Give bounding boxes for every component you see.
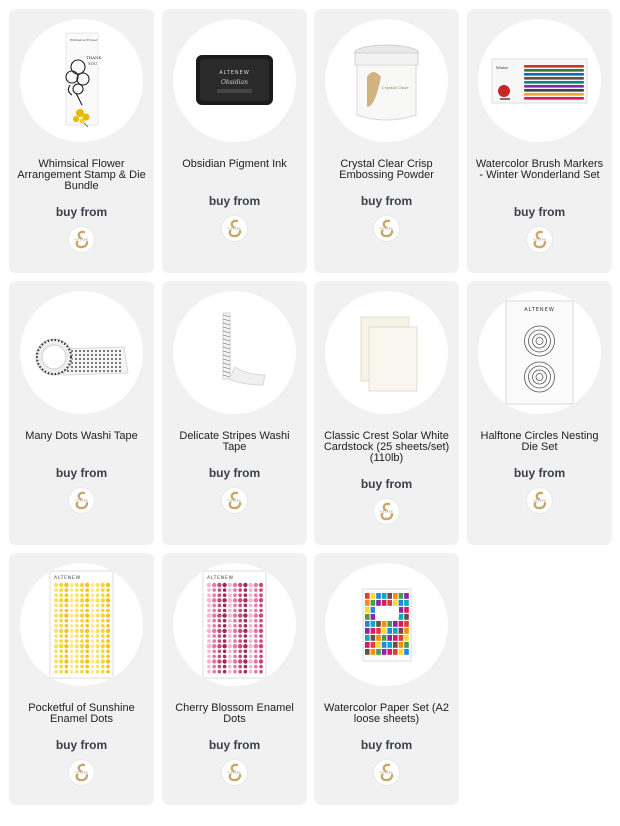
product-card[interactable] (162, 553, 307, 805)
retailer-logo-button[interactable] (68, 487, 95, 514)
buy-from-label: buy from (360, 477, 413, 491)
buy-from-label: buy from (208, 194, 261, 208)
product-thumbnail[interactable] (478, 19, 601, 142)
product-card[interactable] (467, 281, 612, 545)
flower-stamp-sheet-image (20, 19, 143, 142)
product-card[interactable] (314, 553, 459, 805)
buy-from-label: buy from (55, 466, 108, 480)
product-thumbnail[interactable] (173, 19, 296, 142)
product-thumbnail[interactable] (325, 291, 448, 414)
pink-enamel-dots-image (173, 563, 296, 686)
buy-from-label: buy from (513, 466, 566, 480)
retailer-logo-button[interactable] (68, 759, 95, 786)
svg-text:ALTENEW: ALTENEW (524, 307, 555, 313)
buy-from-label: buy from (360, 194, 413, 208)
black-ink-pad-image (173, 19, 296, 142)
svg-text:ALTENEW: ALTENEW (379, 227, 394, 231)
product-card[interactable] (9, 9, 154, 273)
circles-die-set-image (478, 291, 601, 414)
retailer-logo-button[interactable] (221, 215, 248, 242)
watercolor-paper-set-image (325, 563, 448, 686)
buy-from-label: buy from (55, 205, 108, 219)
product-thumbnail[interactable] (325, 19, 448, 142)
product-title[interactable]: Watercolor Brush Markers - Winter Wonderland Set (475, 158, 604, 181)
product-title[interactable]: Crystal Clear Crisp Embossing Powder (339, 158, 434, 181)
brush-markers-set-image (478, 19, 601, 142)
svg-text:Whimsical Flower: Whimsical Flower (70, 38, 98, 42)
altenew-ampersand-logo-icon (374, 499, 399, 524)
svg-text:ALTENEW: ALTENEW (379, 771, 394, 775)
altenew-ampersand-logo-icon (69, 227, 94, 252)
svg-text:Winter: Winter (496, 66, 509, 70)
svg-text:ALTENEW: ALTENEW (532, 499, 547, 503)
product-thumbnail[interactable] (20, 19, 143, 142)
retailer-logo-button[interactable] (221, 759, 248, 786)
svg-text:ALTENEW: ALTENEW (219, 70, 250, 76)
embossing-powder-jar-image (325, 19, 448, 142)
product-title[interactable]: Classic Crest Solar White Cardstock (25 sheets/set) (110lb) (323, 430, 450, 464)
svg-text:Crystal Clear: Crystal Clear (381, 85, 409, 90)
retailer-logo-button[interactable] (373, 215, 400, 242)
product-card[interactable] (314, 9, 459, 273)
svg-text:ALTENEW: ALTENEW (227, 227, 242, 231)
retailer-logo-button[interactable] (526, 487, 553, 514)
white-cardstock-image (325, 291, 448, 414)
svg-text:Obsidian: Obsidian (221, 79, 248, 86)
altenew-ampersand-logo-icon (222, 216, 247, 241)
product-thumbnail[interactable] (20, 291, 143, 414)
product-card[interactable] (9, 553, 154, 805)
stripes-washi-tape-image (173, 291, 296, 414)
altenew-ampersand-logo-icon (222, 488, 247, 513)
product-card[interactable] (314, 281, 459, 545)
altenew-ampersand-logo-icon (69, 488, 94, 513)
svg-text:ALTENEW: ALTENEW (54, 576, 81, 581)
svg-text:ALTENEW: ALTENEW (74, 771, 89, 775)
product-card[interactable] (162, 9, 307, 273)
retailer-logo-button[interactable] (221, 487, 248, 514)
yellow-enamel-dots-image (20, 563, 143, 686)
altenew-ampersand-logo-icon (69, 760, 94, 785)
retailer-logo-button[interactable] (373, 759, 400, 786)
product-title[interactable]: Delicate Stripes Washi Tape (179, 430, 290, 453)
retailer-logo-button[interactable] (526, 226, 553, 253)
altenew-ampersand-logo-icon (374, 216, 399, 241)
product-title[interactable]: Many Dots Washi Tape (25, 430, 138, 442)
product-title[interactable]: Whimsical Flower Arrangement Stamp & Die Bundle (17, 158, 146, 192)
svg-text:ALTENEW: ALTENEW (74, 499, 89, 503)
product-title[interactable]: Cherry Blossom Enamel Dots (175, 702, 294, 725)
svg-text:ALTENEW: ALTENEW (227, 771, 242, 775)
product-thumbnail[interactable] (325, 563, 448, 686)
svg-text:ALTENEW: ALTENEW (379, 510, 394, 514)
altenew-ampersand-logo-icon (527, 488, 552, 513)
svg-text:THANK: THANK (86, 55, 102, 60)
product-thumbnail[interactable] (20, 563, 143, 686)
product-card[interactable] (162, 281, 307, 545)
product-title[interactable]: Watercolor Paper Set (A2 loose sheets) (324, 702, 449, 725)
buy-from-label: buy from (513, 205, 566, 219)
altenew-ampersand-logo-icon (374, 760, 399, 785)
product-title[interactable]: Halftone Circles Nesting Die Set (480, 430, 599, 453)
buy-from-label: buy from (360, 738, 413, 752)
svg-text:ALTENEW: ALTENEW (207, 576, 234, 581)
product-title[interactable]: Pocketful of Sunshine Enamel Dots (28, 702, 135, 725)
buy-from-label: buy from (208, 466, 261, 480)
buy-from-label: buy from (208, 738, 261, 752)
svg-text:YOU: YOU (88, 61, 98, 66)
product-thumbnail[interactable] (478, 291, 601, 414)
dots-washi-tape-image (20, 291, 143, 414)
product-thumbnail[interactable] (173, 291, 296, 414)
retailer-logo-button[interactable] (373, 498, 400, 525)
retailer-logo-button[interactable] (68, 226, 95, 253)
svg-text:ALTENEW: ALTENEW (227, 499, 242, 503)
buy-from-label: buy from (55, 738, 108, 752)
svg-text:ALTENEW: ALTENEW (532, 238, 547, 242)
altenew-ampersand-logo-icon (527, 227, 552, 252)
product-card[interactable] (467, 9, 612, 273)
altenew-ampersand-logo-icon (222, 760, 247, 785)
product-card[interactable] (9, 281, 154, 545)
product-thumbnail[interactable] (173, 563, 296, 686)
svg-text:ALTENEW: ALTENEW (74, 238, 89, 242)
product-title[interactable]: Obsidian Pigment Ink (182, 158, 287, 170)
